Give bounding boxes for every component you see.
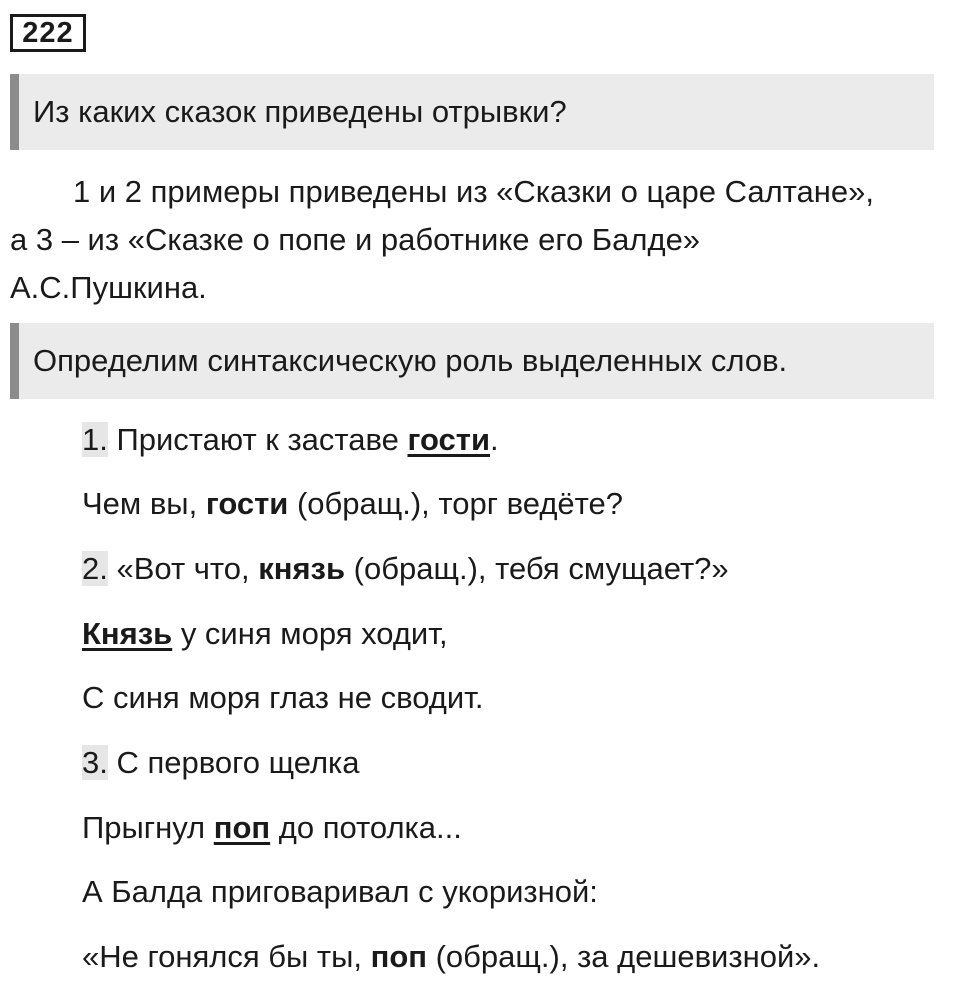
answer-line: а 3 – из «Сказке о попе и работнике его Балде» bbox=[10, 222, 701, 257]
example-line bbox=[82, 549, 729, 589]
example-number: 3. bbox=[82, 745, 108, 780]
example-line bbox=[82, 937, 820, 977]
example-line bbox=[82, 808, 462, 848]
example-line bbox=[82, 872, 598, 912]
question-box bbox=[10, 323, 934, 399]
text-fragment: «Не гонялся бы ты, bbox=[82, 939, 371, 974]
text-fragment: С синя моря глаз не сводит. bbox=[82, 680, 484, 715]
example-number: 2. bbox=[82, 551, 108, 586]
highlighted-word: гости bbox=[205, 486, 289, 521]
example-line bbox=[82, 743, 360, 783]
question-box bbox=[10, 74, 934, 150]
text-fragment: (обращ.), торг ведёте? bbox=[288, 486, 624, 521]
question-text: Из каких сказок приведены отрывки? bbox=[33, 94, 567, 129]
text-fragment: . bbox=[490, 422, 499, 457]
text-fragment: (обращ.), за дешевизной». bbox=[427, 939, 821, 974]
answer-text bbox=[10, 168, 934, 312]
text-fragment: С первого щелка bbox=[107, 745, 360, 780]
example-line bbox=[82, 614, 448, 654]
example-number: 1. bbox=[82, 422, 108, 457]
highlighted-word: князь bbox=[258, 551, 346, 586]
text-fragment: Прыгнул bbox=[82, 810, 214, 845]
highlighted-word: гости bbox=[407, 422, 490, 457]
highlighted-word: поп bbox=[370, 939, 427, 974]
text-fragment: Пристают к заставе bbox=[107, 422, 408, 457]
answer-line: А.С.Пушкина. bbox=[10, 270, 207, 305]
highlighted-word: поп bbox=[213, 810, 271, 845]
question-text: Определим синтаксическую роль выделенных слов. bbox=[33, 343, 788, 378]
example-line bbox=[82, 678, 484, 718]
example-line bbox=[82, 484, 623, 524]
text-fragment: А Балда приговаривал с укоризной: bbox=[82, 874, 598, 909]
text-fragment: «Вот что, bbox=[107, 551, 259, 586]
task-number: 222 bbox=[10, 14, 86, 52]
text-fragment: у синя моря ходит, bbox=[172, 616, 448, 651]
text-fragment: Чем вы, bbox=[82, 486, 206, 521]
text-fragment: (обращ.), тебя смущает?» bbox=[345, 551, 729, 586]
text-fragment: до потолка... bbox=[270, 810, 462, 845]
example-line bbox=[82, 420, 499, 460]
highlighted-word: Князь bbox=[82, 616, 173, 651]
answer-line: 1 и 2 примеры приведены из «Сказки о царе Салтане», bbox=[73, 174, 874, 209]
